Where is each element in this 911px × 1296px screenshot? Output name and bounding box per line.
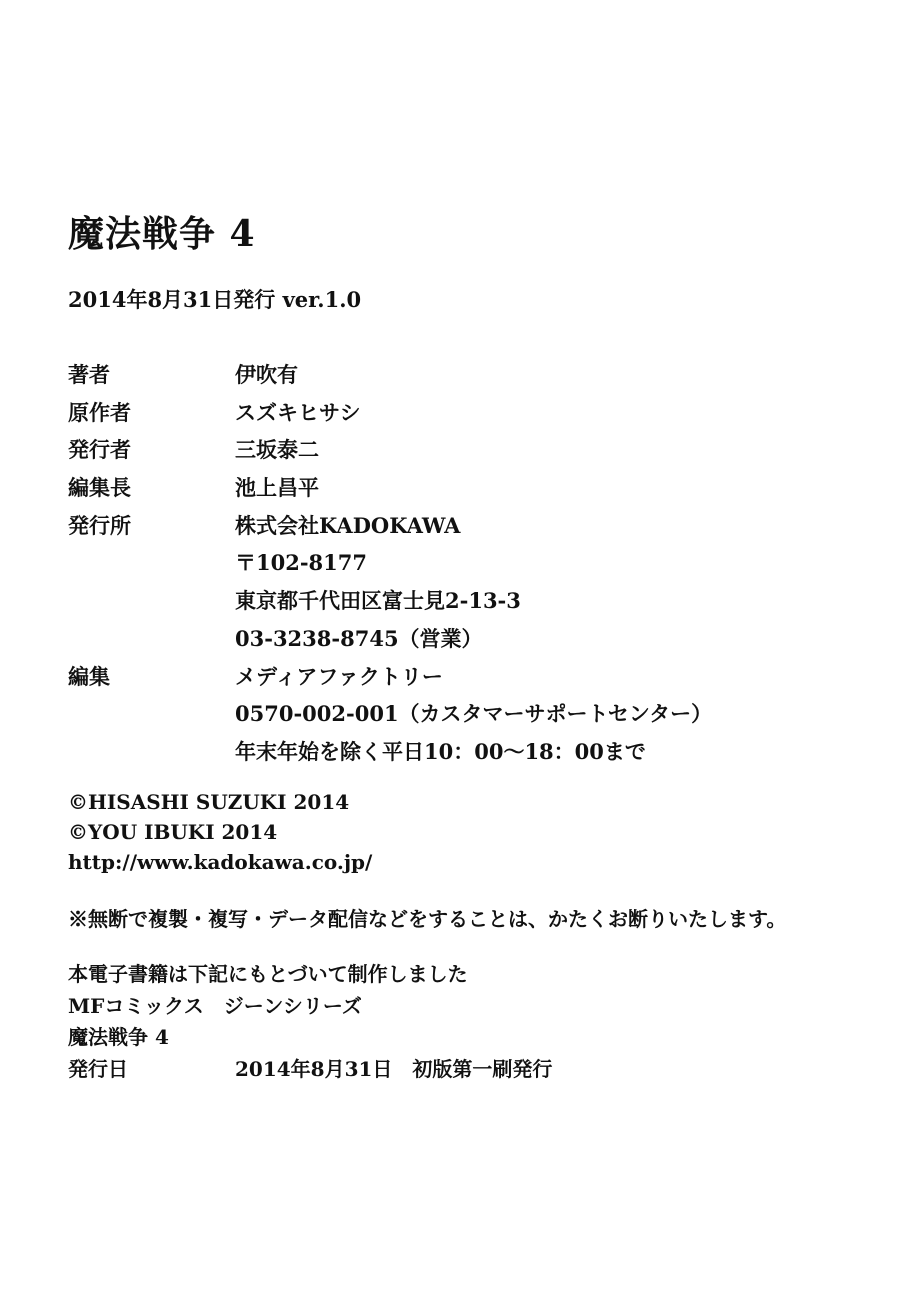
source-date-row xyxy=(68,1054,888,1086)
source-title: 魔法戦争 4 xyxy=(68,1025,169,1049)
colophon-row-publisher-person xyxy=(68,431,888,469)
colophon-row-publisher-company xyxy=(68,507,888,545)
colophon-label xyxy=(68,582,235,620)
colophon-label xyxy=(68,695,235,733)
colophon-row-sales-phone xyxy=(68,620,888,658)
colophon-value: 池上昌平 xyxy=(235,475,319,501)
source-edition-block xyxy=(68,959,888,1085)
colophon-value: 東京都千代田区富士見2-13-3 xyxy=(235,588,521,614)
source-intro: 本電子書籍は下記にもとづいて制作しました xyxy=(68,962,468,986)
colophon-value: メディアファクトリー xyxy=(235,663,443,689)
colophon-row-editing xyxy=(68,658,888,696)
copyright-block xyxy=(68,787,372,877)
colophon-row-support-hours xyxy=(68,733,888,771)
issue-date-version: 2014年8月31日発行 ver.1.0 xyxy=(68,287,362,312)
colophon-row-support-phone xyxy=(68,695,888,733)
source-series: MFコミックス ジーンシリーズ xyxy=(68,993,362,1018)
colophon-value: 0570-002-001（カスタマーサポートセンター） xyxy=(235,701,713,727)
colophon-label: 編集長 xyxy=(68,475,131,501)
source-date-value: 2014年8月31日 初版第一刷発行 xyxy=(235,1056,553,1081)
colophon-label: 発行者 xyxy=(68,437,131,463)
colophon-value: 株式会社KADOKAWA xyxy=(235,512,461,538)
colophon-label xyxy=(68,733,235,771)
colophon-label: 原作者 xyxy=(68,399,131,425)
colophon-label xyxy=(68,544,235,582)
colophon-value: スズキヒサシ xyxy=(235,399,361,425)
colophon-table xyxy=(68,356,888,771)
publisher-url: http://www.kadokawa.co.jp/ xyxy=(68,850,373,874)
book-title: 魔法戦争 4 xyxy=(68,213,256,255)
colophon-value: 三坂泰二 xyxy=(235,437,319,463)
colophon-row-postal-code xyxy=(68,544,888,582)
colophon-row-editor-in-chief xyxy=(68,469,888,507)
reproduction-notice: ※無断で複製・複写・データ配信などをすることは、かたくお断りいたします。 xyxy=(68,907,787,931)
colophon-label: 発行所 xyxy=(68,512,131,538)
copyright-line: ©YOU IBUKI 2014 xyxy=(68,820,278,844)
colophon-value: 伊吹有 xyxy=(235,362,298,387)
colophon-value: 〒102-8177 xyxy=(235,550,367,576)
colophon-label: 編集 xyxy=(68,663,110,689)
colophon-label xyxy=(68,620,235,658)
colophon-value: 03-3238-8745（営業） xyxy=(235,625,483,651)
colophon-row-original-author xyxy=(68,394,888,432)
colophon-value: 年末年始を除く平日10：00〜18：00まで xyxy=(235,738,646,764)
colophon-label: 著者 xyxy=(68,362,110,387)
colophon-row-address xyxy=(68,582,888,620)
source-date-label: 発行日 xyxy=(68,1056,128,1081)
copyright-line: ©HISASHI SUZUKI 2014 xyxy=(68,790,350,814)
colophon-row-author xyxy=(68,356,888,394)
